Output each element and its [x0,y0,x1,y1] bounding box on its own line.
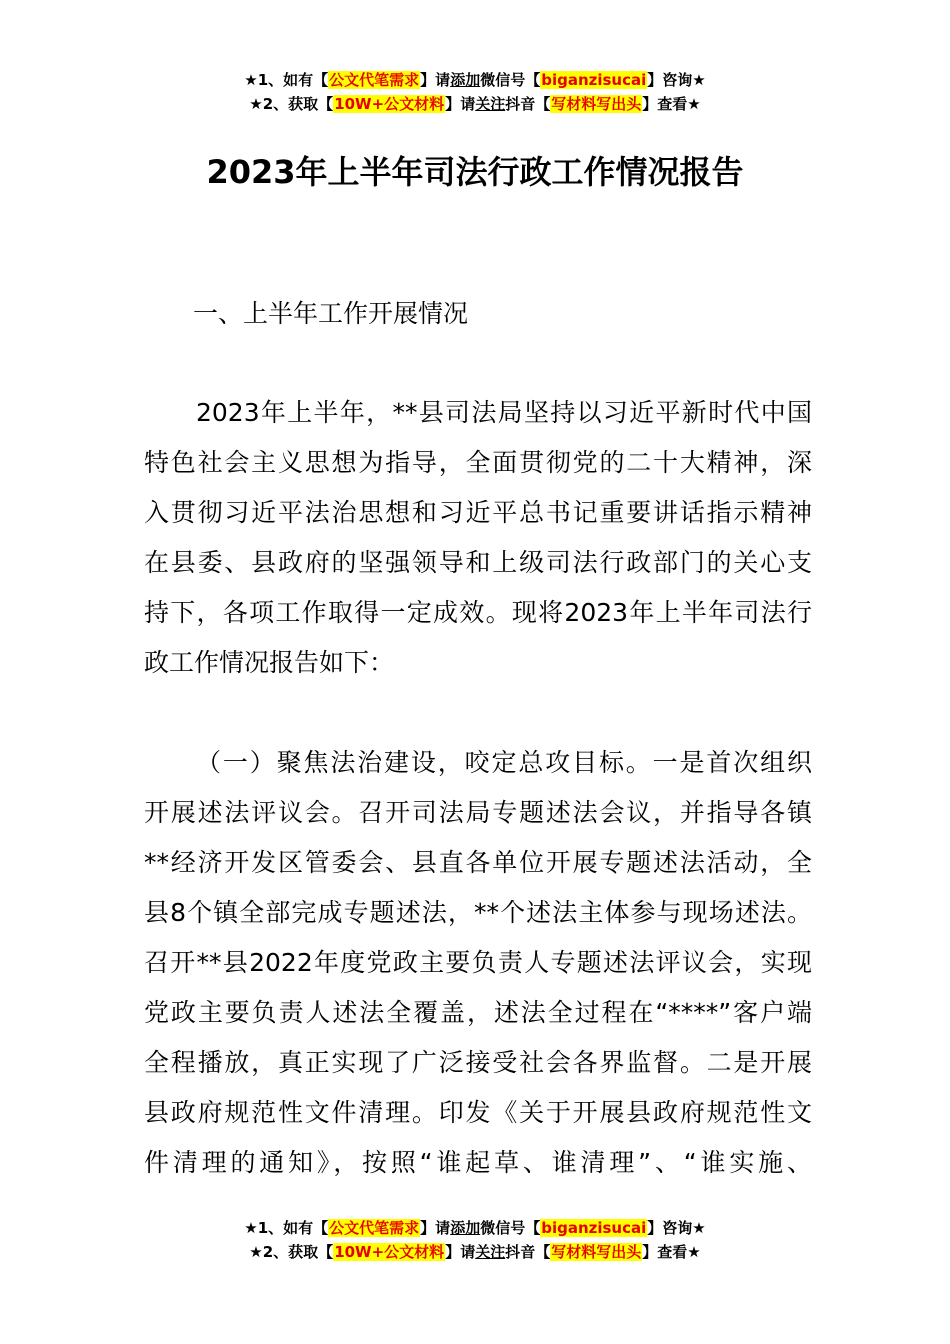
header-promo-banner [0,68,950,116]
promo-text: 】请 [420,71,451,89]
promo-highlight: biganzisucai [541,71,647,89]
promo-highlight: 写材料写出头 [551,1243,642,1261]
paragraph-line: 在县委、县政府的坚强领导和上级司法行政部门的关心支 [144,548,812,577]
promo-highlight: 公文代笔需求 [329,71,420,89]
promo-line-1 [0,68,950,92]
promo-text: ★1、如有【 [244,1219,329,1237]
promo-line-1 [0,1216,950,1240]
promo-underline: 添加 [450,1219,481,1237]
promo-text: 抖音【 [505,1243,551,1261]
paragraph-line: 件清理的通知》，按照“谁起草、谁清理”、“谁实施、 [144,1148,812,1177]
promo-text: 】请 [445,1243,476,1261]
promo-text: 】查看★ [642,1243,701,1261]
promo-text: 抖音【 [505,95,551,113]
paragraph-line: 2023年上半年，**县司法局坚持以习近平新时代中国 [196,398,812,427]
promo-text: 】咨询★ [647,1219,706,1237]
document-title: 2023年上半年司法行政工作情况报告 [206,153,744,191]
promo-highlight: 10W+公文材料 [334,95,445,113]
paragraph-line: **经济开发区管委会、县直各单位开展专题述法活动，全 [144,848,812,877]
paragraph-line: 党政主要负责人述法全覆盖，述法全过程在“****”客户端 [144,998,812,1027]
paragraph-1 [144,388,812,688]
section-heading: 一、上半年工作开展情况 [193,299,469,328]
promo-text: 】查看★ [642,95,701,113]
promo-text: ★1、如有【 [244,71,329,89]
paragraph-line: 县政府规范性文件清理。印发《关于开展县政府规范性文 [144,1098,812,1127]
paragraph-2 [144,738,812,1188]
promo-highlight: 写材料写出头 [551,95,642,113]
paragraph-line: 全程播放，真正实现了广泛接受社会各界监督。二是开展 [144,1048,812,1077]
paragraph-line: 开展述法评议会。召开司法局专题述法会议，并指导各镇 [144,798,812,827]
promo-underline: 关注 [475,1243,506,1261]
paragraph-line: 县8个镇全部完成专题述法，**个述法主体参与现场述法。 [144,898,812,927]
promo-highlight: 公文代笔需求 [329,1219,420,1237]
promo-highlight: biganzisucai [541,1219,647,1237]
promo-line-2 [0,1240,950,1264]
promo-text: 】请 [420,1219,451,1237]
promo-text: 】咨询★ [647,71,706,89]
promo-text: 微信号【 [480,1219,541,1237]
footer-promo-banner [0,1216,950,1264]
paragraph-line: 政工作情况报告如下： [144,648,395,677]
paragraph-line: 入贯彻习近平法治思想和习近平总书记重要讲话指示精神 [144,498,812,527]
promo-text: ★2、获取【 [249,1243,334,1261]
paragraph-line: （一）聚焦法治建设，咬定总攻目标。一是首次组织 [196,748,812,777]
promo-text: ★2、获取【 [249,95,334,113]
promo-text: 】请 [445,95,476,113]
paragraph-line: 召开**县2022年度党政主要负责人专题述法评议会，实现 [144,948,812,977]
promo-underline: 关注 [475,95,506,113]
paragraph-line: 持下，各项工作取得一定成效。现将2023年上半年司法行 [144,598,812,627]
paragraph-line: 特色社会主义思想为指导，全面贯彻党的二十大精神，深 [144,448,812,477]
promo-highlight: 10W+公文材料 [334,1243,445,1261]
promo-text: 微信号【 [480,71,541,89]
promo-underline: 添加 [450,71,481,89]
promo-line-2 [0,92,950,116]
